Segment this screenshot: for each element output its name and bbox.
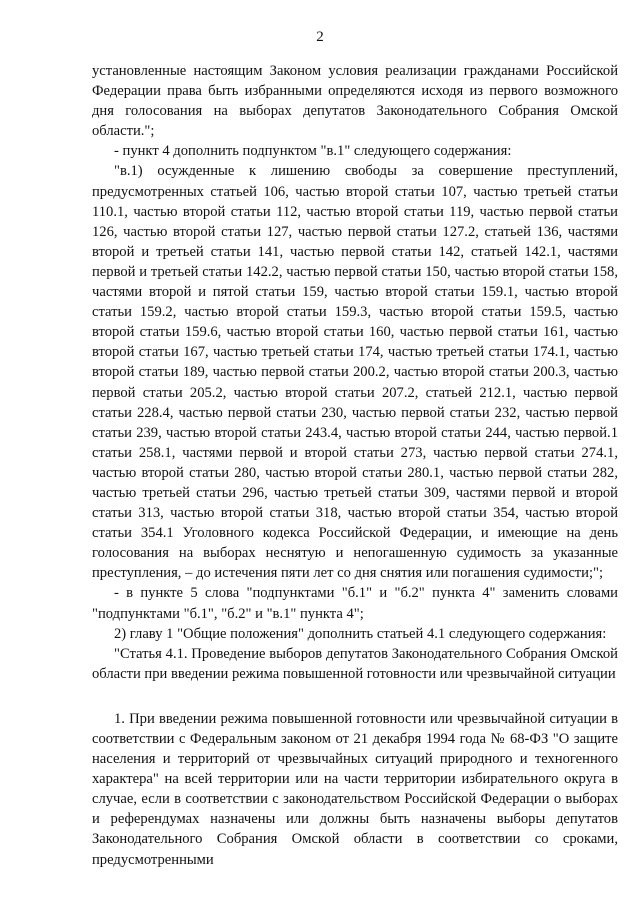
heading-spacer — [92, 684, 618, 709]
paragraph-item-5-change: - в пункте 5 слова "подпунктами "б.1" и "б.2" пункта 4" заменить словами "подпунктами "б.1", "б.2" и "в.1" пункта 4"; — [92, 585, 618, 622]
document-body — [92, 61, 618, 870]
article-4-1-heading: "Статья 4.1. Проведение выборов депутатов Законодательного Собрания Омской области при введении режима повышенной готовности или чрезвычайной ситуации — [92, 645, 618, 682]
paragraph-item-4-addition: - пункт 4 дополнить подпунктом "в.1" следующего содержания: — [114, 143, 512, 160]
article-4-1-point-1: 1. При введении режима повышенной готовности или чрезвычайной ситуации в соответствии с Федеральным законом от 21 декабря 1994 года № 68-ФЗ "О защите населения и территорий от чрезвычайных ситуаций природного и техногенного характера" на всей территории или на части территории избирательного округа в случае, если в соответствии с законодательством Российской Федерации о выборах и референдумах назначены или должны быть назначены выборы депутатов Законодательного Собрания Омской области в соответствии со сроками, предусмотренными — [92, 710, 618, 868]
paragraph-continuation: установленные настоящим Законом условия реализации гражданами Российской Федерации права быть избранными определяются исходя из первого возможного дня голосования на выборах депутатов Законодательного Собрания Омской области."; — [92, 63, 618, 140]
paragraph-subitem-v1: "в.1) осужденные к лишению свободы за совершение преступлений, предусмотренных статьей 106, частью второй статьи 107, частью третьей статьи 110.1, частью второй статьи 112, частью второй статьи 119, частью первой статьи 126, частью второй статьи 127, частью первой статьи 127.2, статьей 136, частями второй и третьей статьи 141, частью первой статьи 142, статьей 142.1, частями первой и третьей статьи 142.2, частью первой статьи 150, частью второй статьи 158, частями второй и пятой статьи 159, частью второй статьи 159.1, частью второй статьи 159.2, частью второй статьи 159.3, частью второй статьи 159.5, частью второй статьи 159.6, частью второй статьи 160, частью первой статьи 161, частью второй статьи 167, частью третьей статьи 174, частью третьей статьи 174.1, частью второй статьи 189, частью первой статьи 200.2, частью второй статьи 200.3, частью первой статьи 205.2, частью второй статьи 207.2, статьей 212.1, частью первой статьи 228.4, частью первой статьи 230, частью первой статьи 232, частью первой статьи 239, частью второй статьи 243.4, частью второй статьи 244, частью первой.1 статьи 258.1, частями первой и второй статьи 273, частью первой статьи 274.1, частью второй статьи 280, частью второй статьи 280.1, частью первой статьи 282, частью третьей статьи 296, частью третьей статьи 309, частями первой и второй статьи 313, частью второй статьи 318, частью второй статьи 354, частью второй статьи 354.1 Уголовного кодекса Российской Федерации, и имеющие на день голосования на выборах неснятую и непогашенную судимость за указанные преступления, – до истечения пяти лет со дня снятия или погашения судимости;"; — [92, 163, 618, 582]
page-number: 2 — [316, 29, 324, 45]
paragraph-chapter-1-addition: 2) главу 1 "Общие положения" дополнить статьей 4.1 следующего содержания: — [114, 625, 607, 642]
